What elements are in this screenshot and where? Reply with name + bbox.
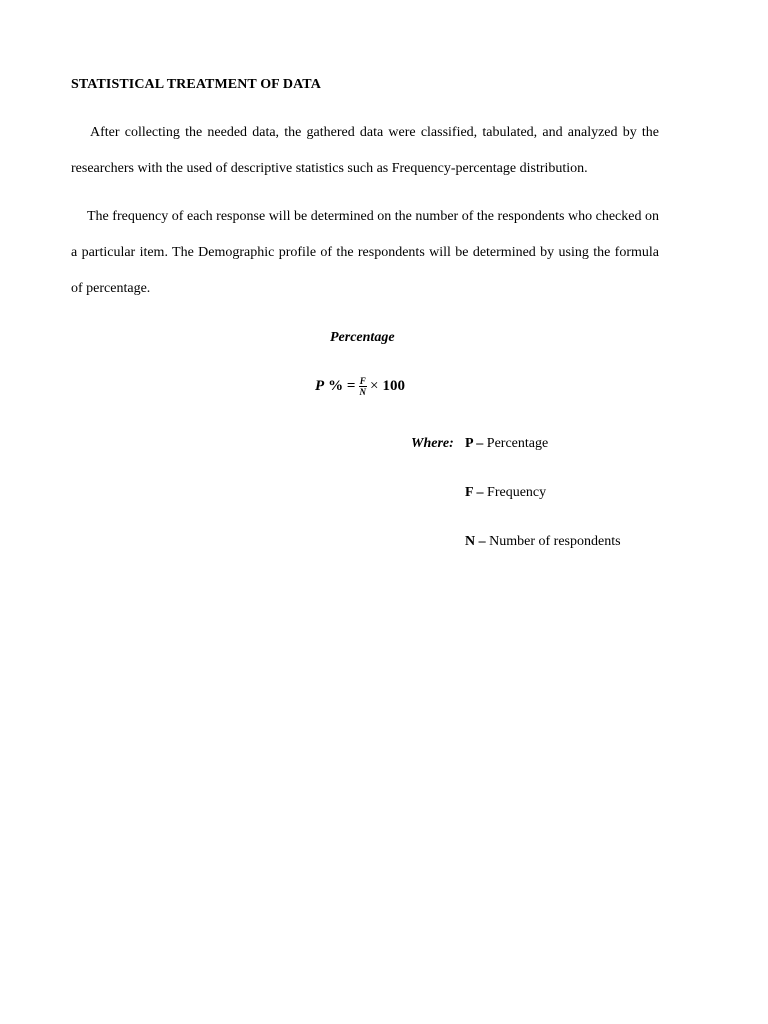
paragraph-1: After collecting the needed data, the gathered data were classified, tabulated, and analyzed by the researchers with the used of descriptive statistics such as Frequency-percentage distribution.	[71, 125, 659, 176]
formula-constant: 100	[382, 378, 405, 394]
definition-symbol: F –	[465, 485, 484, 500]
definition-meaning: Number of respondents	[489, 534, 621, 549]
definition-p	[465, 436, 548, 452]
where-label: Where:	[411, 436, 454, 451]
formula-title: Percentage	[330, 330, 395, 345]
definition-symbol: P –	[465, 436, 484, 451]
formula-times: ×	[369, 378, 379, 394]
percentage-formula	[315, 376, 405, 397]
formula-denominator: N	[359, 387, 366, 397]
definition-meaning: Frequency	[487, 485, 547, 500]
formula-lhs: P	[315, 378, 325, 394]
definition-n	[465, 534, 621, 550]
definition-symbol: N –	[465, 534, 486, 549]
definition-f	[465, 485, 546, 501]
formula-numerator: F	[359, 376, 366, 386]
paragraph-2: The frequency of each response will be determined on the number of the respondents who checked on a particular item. The Demographic profile of the respondents will be determined by using the formula of percentage.	[71, 209, 659, 296]
formula-fraction	[358, 376, 367, 397]
formula-percent-eq: % =	[328, 378, 356, 394]
section-heading: STATISTICAL TREATMENT OF DATA	[71, 77, 321, 92]
definition-meaning: Percentage	[486, 436, 549, 451]
